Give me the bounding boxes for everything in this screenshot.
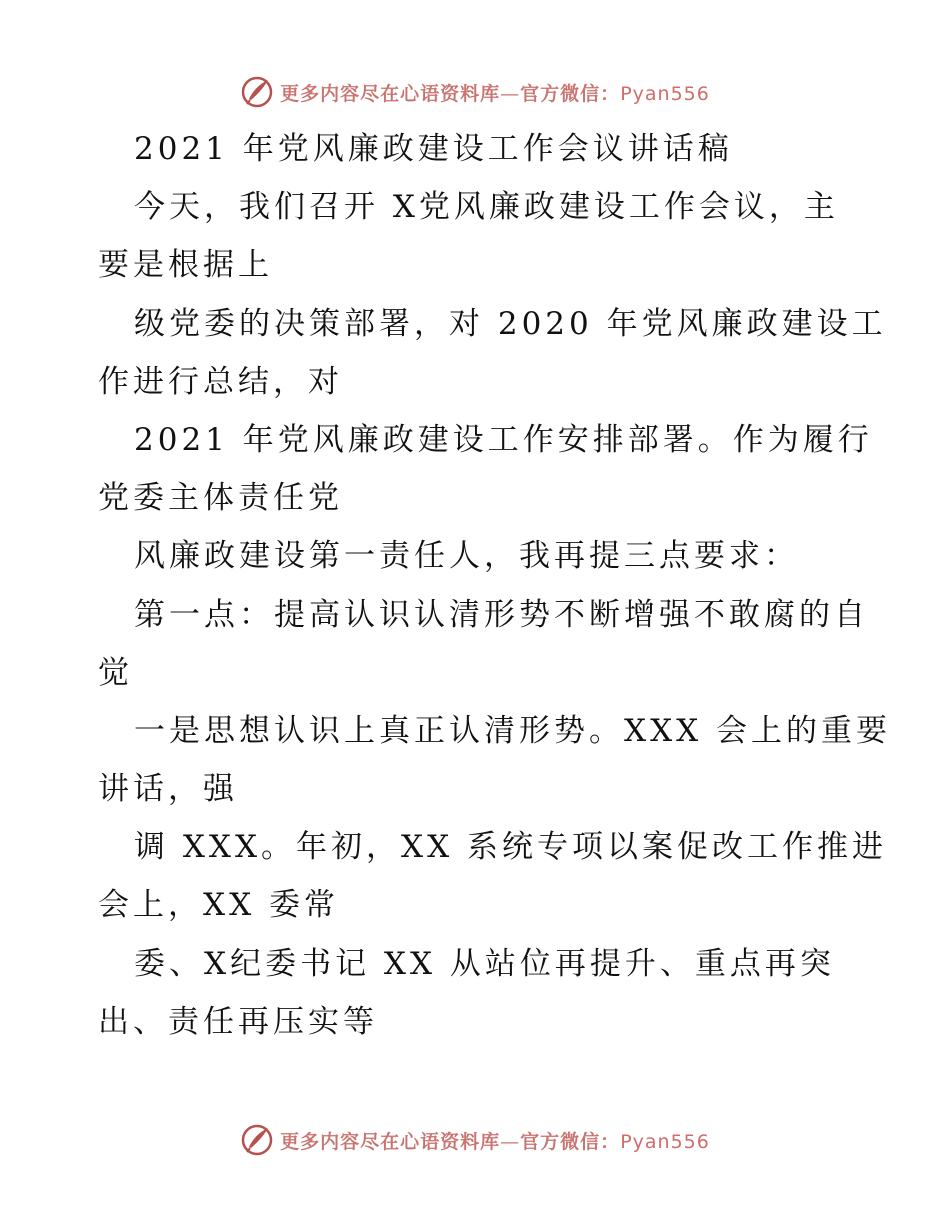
text-line: 2021 年党风廉政建设工作安排部署。作为履行 <box>134 421 873 458</box>
watermark-wechat: 官方微信： <box>520 82 621 105</box>
text-line: 委、X纪委书记 XX 从站位再提升、重点再突 <box>134 945 835 982</box>
watermark-text <box>280 1127 710 1154</box>
watermark-wechat: 官方微信： <box>520 1130 621 1153</box>
watermark-main: 更多内容尽在心语资料库 <box>280 82 501 105</box>
document-body <box>98 120 892 1051</box>
text-line: 风廉政建设第一责任人，我再提三点要求： <box>134 538 799 575</box>
watermark-text <box>280 79 710 106</box>
watermark-dash: — <box>500 82 521 105</box>
watermark-handle: Pyan556 <box>620 1130 710 1153</box>
section-heading-cont: 觉 <box>98 654 133 691</box>
text-line: 级党委的决策部署，对 2020 年党风廉政建设工 <box>134 305 887 342</box>
text-line: 会上，XX 委常 <box>98 887 339 924</box>
quill-logo-icon <box>240 75 274 109</box>
section-heading: 第一点：提高认识认清形势不断增强不敢腐的自 <box>134 596 869 633</box>
text-line: 出、责任再压实等 <box>98 1003 378 1040</box>
text-line: 调 XXX。年初，XX 系统专项以案促改工作推进 <box>134 829 888 866</box>
text-line: 作进行总结，对 <box>98 363 343 400</box>
text-line: 今天，我们召开 X党风廉政建设工作会议，主 <box>134 189 839 226</box>
watermark-dash: — <box>500 1130 521 1153</box>
text-line: 讲话，强 <box>98 771 238 808</box>
text-line: 一是思想认识上真正认清形势。XXX 会上的重要 <box>134 712 892 749</box>
quill-logo-icon <box>240 1123 274 1157</box>
text-line: 党委主体责任党 <box>98 480 343 517</box>
watermark-handle: Pyan556 <box>620 82 710 105</box>
document-title: 2021 年党风廉政建设工作会议讲话稿 <box>134 131 733 167</box>
text-line: 要是根据上 <box>98 247 273 284</box>
footer-watermark <box>0 1120 950 1160</box>
header-watermark <box>0 72 950 112</box>
watermark-main: 更多内容尽在心语资料库 <box>280 1130 501 1153</box>
